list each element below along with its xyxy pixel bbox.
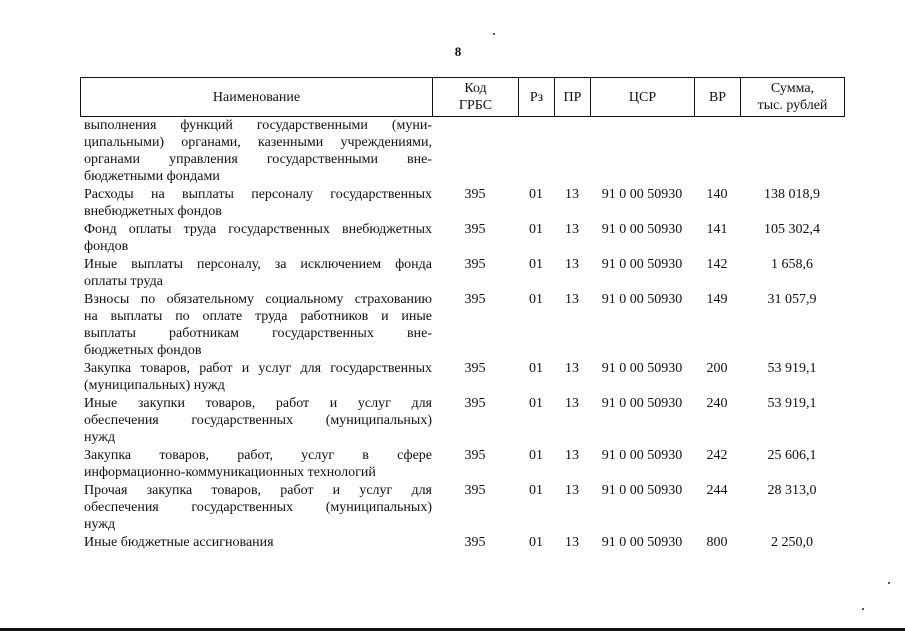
name-line: внебюджетных фондов [84,204,222,219]
cell-grbs: 395 [464,292,486,307]
cell-vr: 200 [706,361,728,376]
name-line: обеспечения государственных (муниципальных) [84,500,432,515]
name-line: Закупка товаров, работ и услуг для государственных [84,361,432,376]
cell-csr: 91 0 00 50930 [601,257,683,272]
table-row [80,221,840,255]
header-rz: Рз [519,78,555,117]
name-line: выплаты работникам государственных вне- [84,326,432,341]
name-line: обеспечения государственных (муниципальных) [84,413,432,428]
name-line: Закупка товаров, работ, услуг в сфере [84,448,432,463]
cell-rz: 01 [529,448,543,463]
cell-vr: 149 [706,292,728,307]
cell-sum: 31 057,9 [767,292,817,307]
cell-grbs: 395 [464,187,486,202]
cell-rz: 01 [529,483,543,498]
cell-name [80,186,432,220]
cell-pr: 13 [565,257,579,272]
table-row [80,534,840,551]
cell-vr: 141 [706,222,728,237]
cell-rz: 01 [529,396,543,411]
cell-rz: 01 [529,257,543,272]
cell-csr: 91 0 00 50930 [601,396,683,411]
name-line: Расходы на выплаты персоналу государственных [84,187,432,202]
cell-sum: 2 250,0 [771,535,813,550]
cell-grbs: 395 [464,396,486,411]
name-line: фондов [84,239,129,254]
name-line: нужд [84,430,116,445]
table-row [80,482,840,533]
table-row [80,117,840,185]
table-row [80,447,840,481]
name-line: Иные выплаты персоналу, за исключением фонда [84,257,432,272]
cell-vr: 800 [706,535,728,550]
table-row [80,291,840,359]
cell-csr: 91 0 00 50930 [601,292,683,307]
cell-grbs: 395 [464,361,486,376]
cell-sum: 105 302,4 [764,222,820,237]
name-line: (муниципальных) нужд [84,378,225,393]
table-row [80,360,840,394]
header-pr: ПР [555,78,591,117]
cell-name [80,256,432,290]
scan-speck [862,608,864,610]
scan-speck [493,33,495,35]
cell-csr: 91 0 00 50930 [601,361,683,376]
name-line: Иные закупки товаров, работ и услуг для [84,396,432,411]
cell-vr: 140 [706,187,728,202]
cell-pr: 13 [565,448,579,463]
cell-pr: 13 [565,361,579,376]
header-csr: ЦСР [591,78,695,117]
cell-grbs: 395 [464,448,486,463]
name-line: ципальными) органами, казенными учреждениями, [84,135,432,150]
cell-name [80,117,432,185]
table-body [80,117,840,552]
cell-grbs: 395 [464,222,486,237]
table-row [80,256,840,290]
header-vr: ВР [695,78,741,117]
cell-grbs: 395 [464,535,486,550]
name-line: информационно-коммуникационных технологий [84,465,376,480]
cell-csr: 91 0 00 50930 [601,222,683,237]
cell-pr: 13 [565,222,579,237]
cell-sum: 28 313,0 [767,483,817,498]
name-line: Фонд оплаты труда государственных внебюджетных [84,222,432,237]
cell-pr: 13 [565,535,579,550]
cell-sum: 25 606,1 [767,448,817,463]
cell-rz: 01 [529,535,543,550]
name-line: выполнения функций государственными (муни- [84,118,432,133]
page-number: 8 [454,44,462,59]
bottom-border-line [0,628,905,631]
name-line: Прочая закупка товаров, работ и услуг для [84,483,432,498]
name-line: на выплаты по оплате труда работников и иные [84,309,432,324]
cell-name [80,447,432,481]
header-name: Наименование [81,78,433,117]
cell-vr: 242 [706,448,728,463]
cell-pr: 13 [565,292,579,307]
table-row [80,395,840,446]
cell-rz: 01 [529,187,543,202]
name-line: бюджетных фондов [84,343,202,358]
cell-name [80,534,432,551]
name-line: Взносы по обязательному социальному страхованию [84,292,432,307]
table-header [80,77,845,117]
cell-rz: 01 [529,292,543,307]
cell-csr: 91 0 00 50930 [601,483,683,498]
name-line: Иные бюджетные ассигнования [84,535,274,550]
cell-vr: 244 [706,483,728,498]
cell-vr: 142 [706,257,728,272]
cell-csr: 91 0 00 50930 [601,535,683,550]
cell-grbs: 395 [464,257,486,272]
cell-pr: 13 [565,396,579,411]
cell-csr: 91 0 00 50930 [601,187,683,202]
name-line: органами управления государственными вне- [84,152,432,167]
table-row [80,186,840,220]
cell-name [80,221,432,255]
header-grbs: Код ГРБС [433,78,519,117]
cell-name [80,482,432,533]
cell-name [80,291,432,359]
scan-speck [888,582,890,584]
cell-pr: 13 [565,187,579,202]
cell-csr: 91 0 00 50930 [601,448,683,463]
cell-grbs: 395 [464,483,486,498]
cell-name [80,360,432,394]
cell-name [80,395,432,446]
cell-rz: 01 [529,361,543,376]
cell-sum: 53 919,1 [767,361,817,376]
cell-rz: 01 [529,222,543,237]
cell-sum: 138 018,9 [764,187,820,202]
cell-pr: 13 [565,483,579,498]
name-line: нужд [84,517,116,532]
header-sum: Сумма, тыс. рублей [741,78,845,117]
cell-sum: 1 658,6 [771,257,813,272]
cell-vr: 240 [706,396,728,411]
name-line: оплаты труда [84,274,163,289]
cell-sum: 53 919,1 [767,396,817,411]
name-line: бюджетными фондами [84,169,220,184]
